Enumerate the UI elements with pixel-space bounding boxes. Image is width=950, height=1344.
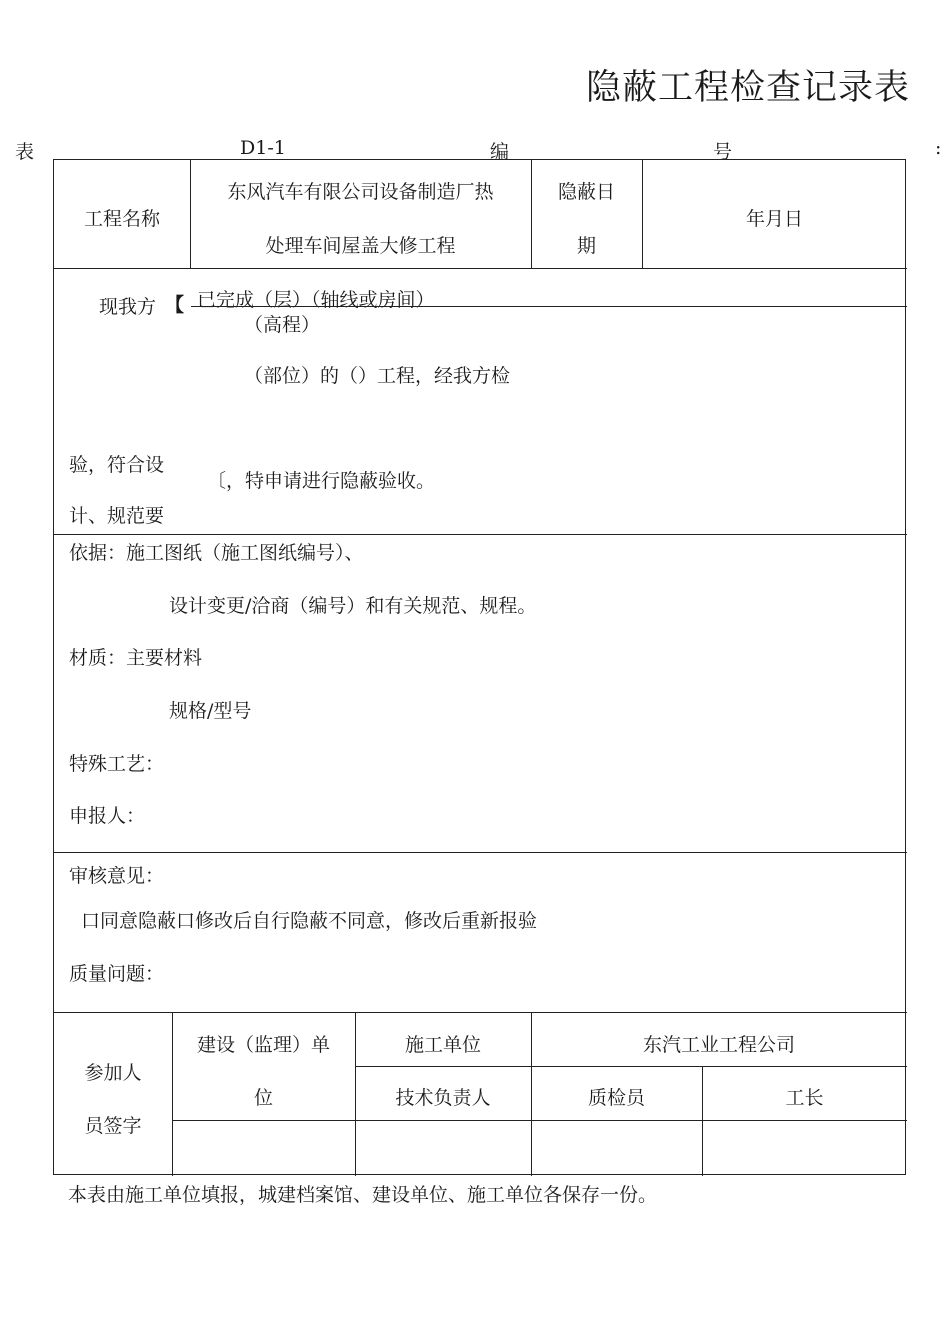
project-name-line1: 东风汽车有限公司设备制造厂热 [227, 181, 494, 203]
declaration-right1: 〔，特申请进行隐蔽验收。 [207, 470, 436, 492]
declaration-prefix: 现我方 [99, 296, 157, 318]
hidden-date-label-line1: 隐蔽日 [557, 181, 615, 203]
declaration-left1: 验，符合设 [69, 454, 165, 476]
divider [54, 534, 907, 535]
number-colon: : [935, 137, 942, 159]
spec-label: 规格/型号 [169, 700, 252, 722]
basis-changes: 设计变更/洽商（编号）和有关规范、规程。 [169, 595, 537, 617]
owner-unit-line1: 建设（监理）单 [196, 1034, 330, 1056]
special-process-label: 特殊工艺： [69, 753, 165, 775]
reporter-label: 申报人： [69, 805, 146, 827]
quality-issue-label: 质量问题： [69, 963, 165, 985]
form-label: 表 [15, 141, 35, 163]
signature-label-line1: 参加人 [84, 1062, 142, 1084]
tech-lead-signature-cell[interactable] [355, 1120, 531, 1176]
project-name-label: 工程名称 [83, 208, 160, 230]
owner-unit-line2: 位 [253, 1087, 273, 1109]
form-code: D1-1 [240, 137, 286, 159]
tech-lead-label: 技术负责人 [395, 1087, 491, 1109]
contractor-company: 东汽工业工程公司 [642, 1034, 795, 1056]
declaration-left2: 计、规范要 [69, 505, 165, 527]
foreman-signature-cell[interactable] [702, 1120, 907, 1176]
project-name-line2: 处理车间屋盖大修工程 [265, 235, 456, 257]
page-title: 隐蔽工程检查记录表 [586, 68, 911, 108]
inspector-signature-cell[interactable] [531, 1120, 702, 1176]
declaration-line2: （高程） [244, 314, 321, 336]
basis-drawings: 依据：施工图纸（施工图纸编号）、 [69, 542, 364, 564]
foreman-label: 工长 [785, 1087, 824, 1109]
declaration-line3: （部位）的（）工程，经我方检 [244, 365, 511, 387]
inspection-form-table [53, 159, 906, 1175]
divider [54, 852, 907, 853]
declaration-line1: 已完成（层）（轴线或房间） [197, 289, 435, 311]
owner-signature-cell[interactable] [172, 1120, 355, 1176]
number-label-char2: 号 [713, 141, 733, 163]
contractor-label: 施工单位 [404, 1034, 481, 1056]
divider [54, 268, 907, 269]
hidden-date-label-line2: 期 [576, 235, 596, 257]
number-label-char1: 编 [490, 141, 510, 163]
material-label: 材质：主要材料 [69, 647, 203, 669]
declaration-underline [191, 306, 907, 307]
footer-note: 本表由施工单位填报，城建档案馆、建设单位、施工单位各保存一份。 [68, 1184, 658, 1206]
divider [355, 1066, 907, 1067]
review-label: 审核意见： [69, 865, 165, 887]
inspector-label: 质检员 [587, 1087, 645, 1109]
declaration-bracket: 【 [165, 294, 185, 316]
review-options: 口同意隐蔽口修改后自行隐蔽不同意，修改后重新报验 [81, 910, 538, 932]
divider [54, 1012, 907, 1013]
date-value: 年月日 [745, 208, 803, 230]
signature-label-line2: 员签字 [84, 1115, 142, 1137]
